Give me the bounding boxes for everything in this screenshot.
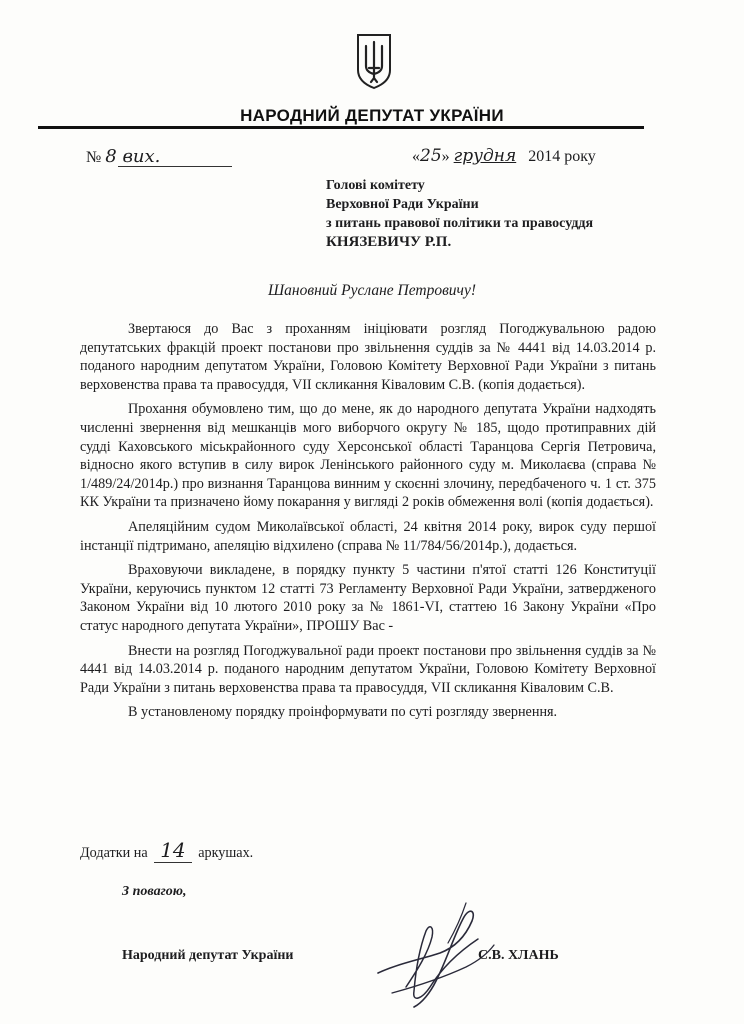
date-month: грудня [453, 146, 517, 166]
body-paragraph: Прохання обумовлено тим, що до мене, як до народного депутата України надходять численні звернення від мешканців мого виборчого округу № 185, щодо протиправних дій судді Каховського міськрайонного суду Херсонської області Таранцова Сергія Петровича, відносно якого вступив в силу вирок Ленінського районного суду м. Миколаєва (справа № 1/489/24/2014р.) про визнання Таранцова винним у скоєнні злочину, передбаченого ч. 1 ст. 375 КК України та призначено йому покарання у вигляді 2 років обмеження волі (копія додається). [80, 401, 656, 511]
date-open-quote: « [412, 148, 420, 165]
salutation: Шановний Руслане Петровичу! [268, 282, 476, 299]
body-paragraph: Внести на розгляд Погоджувальної ради проект постанови про звільнення суддів за № 4441 від 14.03.2014 р. поданого народним депутатом України, Головою Комітету Верховної Ради України з питань верховенства права та правосуддя, VII скликання Ківаловим С.В. [80, 642, 656, 696]
addressee-line: Голові комітету [326, 178, 425, 193]
body-paragraph: Апеляційним судом Миколаївської області, 24 квітня 2014 року, вирок суду першої інстанції підтримано, апеляцію відхилено (справа № 11/784/56/2014р.), додається. [80, 518, 656, 554]
attachments-suffix: аркушах. [198, 845, 254, 861]
signer-name: С.В. ХЛАНЬ [478, 948, 559, 963]
trident-icon [354, 32, 394, 90]
closing-regards: З повагою, [122, 884, 187, 899]
letter-date [412, 146, 596, 166]
date-day: 25 [420, 146, 442, 166]
addressee-block [326, 176, 593, 252]
registration-prefix: № [86, 149, 102, 166]
addressee-line: Верховної Ради України [326, 197, 479, 212]
registration-underline [118, 166, 232, 167]
attachments-count: 14 [154, 838, 191, 863]
body-paragraph: Звертаюся до Вас з проханням ініціювати розгляд Погоджувальною радою депутатських фракцій проект постанови про звільнення суддів за № 4441 від 14.03.2014 р. поданого народним депутатом України, Головою Комітету Верховної Ради України з питань верховенства права та правосуддя, VII скликання Ківаловим С.В. (копія додається). [80, 321, 656, 393]
header-divider [38, 126, 644, 129]
registration-handwritten-number: 8 вих. [105, 146, 161, 167]
date-close-quote: » [441, 148, 450, 165]
body-paragraph: В установленому порядку проінформувати по суті розгляду звернення. [128, 704, 558, 721]
addressee-name: КНЯЗЕВИЧУ Р.П. [326, 234, 452, 250]
addressee-line: з питань правової політики та правосуддя [326, 216, 594, 231]
date-year: 2014 року [528, 148, 596, 165]
attachments-prefix: Додатки на [80, 845, 148, 861]
registration-number [86, 146, 160, 167]
signer-role: Народний депутат України [122, 948, 294, 963]
letter-body [80, 320, 656, 728]
org-title: НАРОДНИЙ ДЕПУТАТ УКРАЇНИ [240, 106, 504, 125]
body-paragraph: Враховуючи викладене, в порядку пункту 5 частини п'ятої статті 126 Конституції України, керуючись пунктом 12 статті 73 Регламенту Верховної Ради України, затвердженого Законом України від 10 лютого 2010 року за № 1861-VI, статтею 16 Закону України «Про статус народного депутата України», ПРОШУ Вас - [80, 562, 656, 634]
attachments-line [80, 838, 253, 863]
